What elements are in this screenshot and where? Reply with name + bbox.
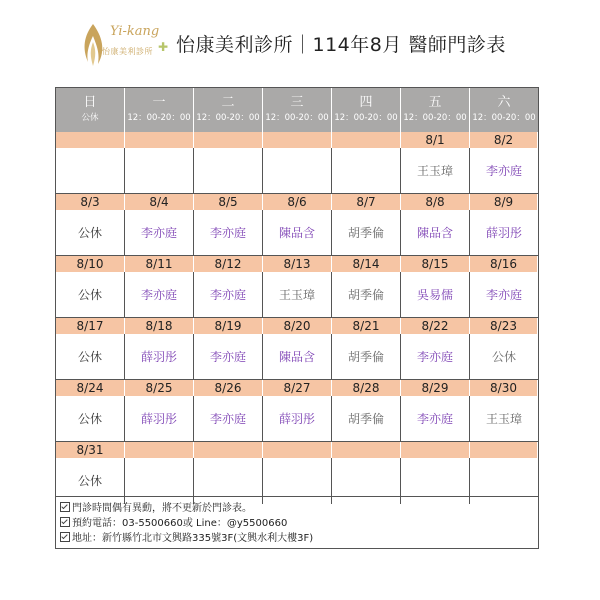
logo-cn-text: 怡康美利診所	[102, 47, 153, 56]
doctor-cell	[56, 148, 125, 194]
page-header	[0, 0, 600, 80]
note-line	[60, 516, 538, 531]
note-line	[60, 501, 538, 516]
weekday-header-cell	[332, 88, 401, 132]
date-cell: 8/26	[194, 380, 263, 396]
date-cell: 8/8	[401, 194, 470, 210]
doctor-cell: 李亦庭	[401, 396, 470, 442]
doctor-cell: 胡季倫	[332, 210, 401, 256]
doctor-cell: 李亦庭	[194, 396, 263, 442]
date-cell: 8/14	[332, 256, 401, 272]
week-row	[56, 132, 538, 194]
schedule-table	[55, 87, 539, 497]
weekday-label: 六	[497, 95, 511, 110]
date-cell: 8/30	[470, 380, 538, 396]
weekday-label: 二	[221, 95, 235, 110]
doctor-cell: 胡季倫	[332, 272, 401, 318]
date-cell	[125, 442, 194, 458]
weekday-header-cell	[263, 88, 332, 132]
date-cell: 8/31	[56, 442, 125, 458]
date-cell: 8/19	[194, 318, 263, 334]
weekday-header-cell	[194, 88, 263, 132]
doctor-cell: 陳品含	[263, 334, 332, 380]
date-cell	[470, 442, 538, 458]
weekday-header-cell	[401, 88, 470, 132]
date-band	[56, 194, 538, 210]
doctor-cell: 薛羽彤	[470, 210, 538, 256]
date-cell	[401, 442, 470, 458]
date-cell: 8/29	[401, 380, 470, 396]
date-cell: 8/25	[125, 380, 194, 396]
date-cell: 8/7	[332, 194, 401, 210]
date-band	[56, 442, 538, 458]
weekday-hours: 12：00-20：00	[403, 113, 467, 123]
week-row	[56, 256, 538, 318]
notes-section	[55, 497, 539, 549]
date-cell: 8/27	[263, 380, 332, 396]
date-cell: 8/23	[470, 318, 538, 334]
doctor-cell: 王玉璋	[263, 272, 332, 318]
doctor-cell: 公休	[56, 396, 125, 442]
weekday-hours: 12：00-20：00	[472, 113, 536, 123]
date-cell: 8/12	[194, 256, 263, 272]
date-cell: 8/3	[56, 194, 125, 210]
weekday-header-cell	[470, 88, 538, 132]
doctor-cell: 胡季倫	[332, 396, 401, 442]
checkbox-icon	[60, 502, 70, 512]
weekday-hours: 12：00-20：00	[265, 113, 329, 123]
date-cell: 8/24	[56, 380, 125, 396]
logo-script-text: Yi-kang	[110, 24, 160, 39]
week-row	[56, 318, 538, 380]
date-cell: 8/28	[332, 380, 401, 396]
note-line	[60, 531, 538, 546]
weekday-label: 一	[152, 95, 166, 110]
date-cell	[332, 442, 401, 458]
doctor-cell: 李亦庭	[401, 334, 470, 380]
date-cell: 8/16	[470, 256, 538, 272]
doctor-cell	[194, 148, 263, 194]
date-band	[56, 132, 538, 148]
doctor-cell: 公休	[56, 210, 125, 256]
weekday-label: 日	[83, 95, 97, 110]
date-cell: 8/10	[56, 256, 125, 272]
doctor-cell: 陳品含	[263, 210, 332, 256]
date-cell: 8/1	[401, 132, 470, 148]
date-cell: 8/4	[125, 194, 194, 210]
doctor-cell: 李亦庭	[194, 334, 263, 380]
date-cell	[332, 132, 401, 148]
date-band	[56, 256, 538, 272]
date-cell	[263, 442, 332, 458]
clinic-logo	[78, 22, 174, 70]
date-cell: 8/17	[56, 318, 125, 334]
weekday-label: 五	[428, 95, 442, 110]
date-cell: 8/6	[263, 194, 332, 210]
plus-icon: ✚	[158, 40, 169, 54]
date-cell: 8/15	[401, 256, 470, 272]
doctor-cell: 薛羽彤	[125, 334, 194, 380]
week-row	[56, 442, 538, 504]
doctor-cell: 李亦庭	[125, 210, 194, 256]
date-cell	[125, 132, 194, 148]
date-cell	[194, 132, 263, 148]
doctor-cell: 李亦庭	[194, 210, 263, 256]
weekday-header-cell	[125, 88, 194, 132]
date-cell	[263, 132, 332, 148]
weekday-hours: 12：00-20：00	[127, 113, 191, 123]
doctor-cell: 公休	[56, 458, 125, 504]
doctor-cell: 吳易儒	[401, 272, 470, 318]
date-cell: 8/9	[470, 194, 538, 210]
date-cell: 8/5	[194, 194, 263, 210]
checkbox-icon	[60, 532, 70, 542]
note-text: 地址：新竹縣竹北市文興路335號3F(文興水利大樓3F)	[72, 533, 314, 544]
date-cell: 8/18	[125, 318, 194, 334]
doctor-cell: 公休	[56, 334, 125, 380]
doctor-cell: 陳品含	[401, 210, 470, 256]
doctor-cell: 胡季倫	[332, 334, 401, 380]
date-cell	[194, 442, 263, 458]
doctor-cell	[263, 148, 332, 194]
doctor-cell: 薛羽彤	[263, 396, 332, 442]
checkbox-icon	[60, 517, 70, 527]
note-text: 預約電話：03-5500660或 Line：@y5500660	[72, 518, 288, 529]
week-row	[56, 380, 538, 442]
date-cell: 8/2	[470, 132, 538, 148]
weekday-header-cell	[56, 88, 125, 132]
date-cell: 8/21	[332, 318, 401, 334]
date-cell: 8/13	[263, 256, 332, 272]
doctor-cell: 李亦庭	[470, 148, 538, 194]
weekday-hours: 公休	[81, 113, 99, 123]
weekday-hours: 12：00-20：00	[196, 113, 260, 123]
note-text: 門診時間偶有異動，將不更新於門診表。	[72, 503, 252, 514]
weekday-header-row	[56, 88, 538, 132]
doctor-cell: 李亦庭	[125, 272, 194, 318]
weekday-label: 四	[359, 95, 373, 110]
doctor-cell: 薛羽彤	[125, 396, 194, 442]
date-cell: 8/20	[263, 318, 332, 334]
doctor-cell	[332, 148, 401, 194]
date-cell: 8/11	[125, 256, 194, 272]
week-row	[56, 194, 538, 256]
doctor-cell: 李亦庭	[194, 272, 263, 318]
doctor-cell	[125, 148, 194, 194]
page-title: 怡康美利診所｜114年8月 醫師門診表	[176, 34, 506, 56]
date-cell	[56, 132, 125, 148]
doctor-cell: 王玉璋	[401, 148, 470, 194]
doctor-cell: 公休	[56, 272, 125, 318]
doctor-cell: 王玉璋	[470, 396, 538, 442]
date-cell: 8/22	[401, 318, 470, 334]
date-band	[56, 380, 538, 396]
doctor-cell: 公休	[470, 334, 538, 380]
date-band	[56, 318, 538, 334]
weekday-label: 三	[290, 95, 304, 110]
doctor-cell: 李亦庭	[470, 272, 538, 318]
weekday-hours: 12：00-20：00	[334, 113, 398, 123]
